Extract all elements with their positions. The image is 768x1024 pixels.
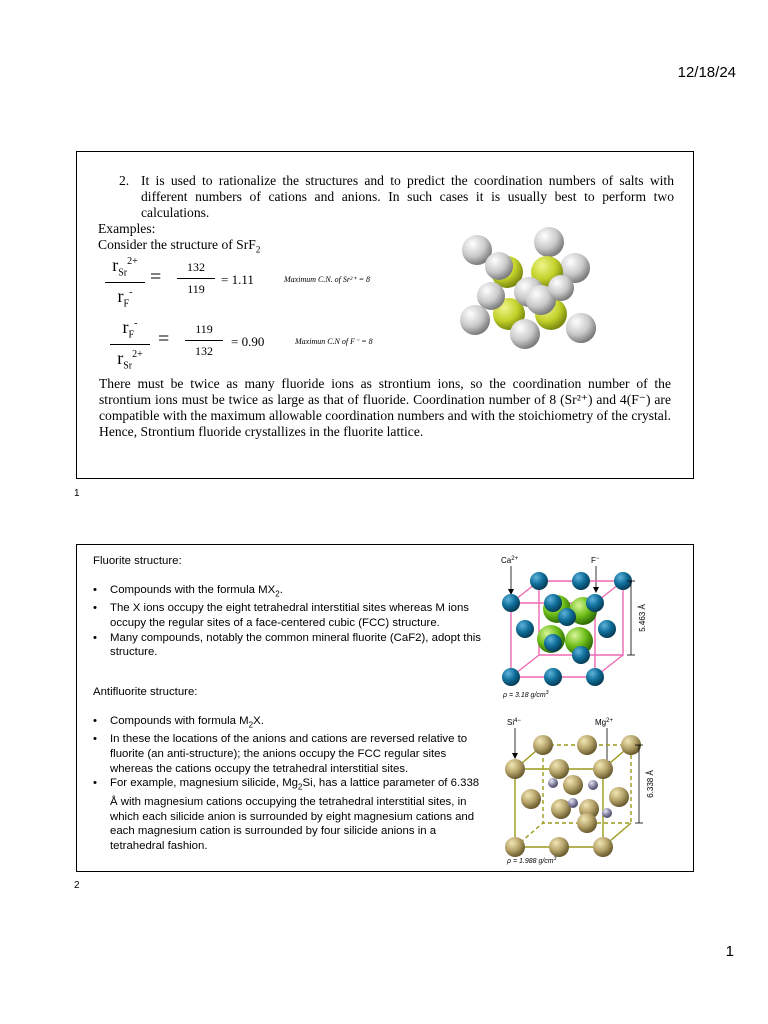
equals-sign: = [158,328,170,350]
list-item: • For example, magnesium silicide, $Mg_2Si$, has a lattice parameter of 6.338 Å with magnesium cations occupying the tetrahedral interstitial sites, in which each silicide anion is surrounded by eight magnesium cations and each magnesium cation is surrounded by four silicide anions in a tetrahedral fashion. [93,776,488,853]
list-item: • In these the locations of the anions and cations are reversed relative to fluorite (an anti-structure); the anions occupy the FCC regular sites whereas the cations occupy the tetrahedral interstitial sites. [93,732,488,776]
density-label: ρ = 1.988 $g/cm^3$ [507,856,557,865]
ratio-result-2: = 0.90 [231,334,265,349]
antifluorite-heading: Antifluorite structure: [93,686,198,698]
slide-2 [76,544,694,872]
list-item: • Compounds with the formula $MX_2$. [93,583,488,602]
consider-text: Consider the structure of SrF$_2$ [98,237,261,255]
lattice-dim-label: 6.338 Å [646,770,655,798]
page-date: 12/18/24 [677,64,736,81]
explanation-paragraph: There must be twice as many fluoride ions as strontium ions, so the coordination number of the strontium ions must be twice as large as that of fluoride. Coordination number of 8 (Sr²⁺) and 4(F⁻) are compatible with the maximum allowable coordination numbers and with the stoichiometry of the crystal. Hence, Strontium fluoride crystallizes in the fluorite lattice. [99,376,671,439]
slide-1 [76,151,694,479]
lattice-dim-label: 5.463 Å [638,604,647,632]
item-number: 2. [119,173,130,188]
value-fraction-2: 119 132 [185,322,223,359]
ratio-result-1: = 1.11 [221,272,254,287]
list-item: • Many compounds, notably the common mineral fluorite (CaF2), adopt this structure. [93,631,488,660]
f-label: F− [591,556,600,565]
fluorite-crystal-figure [499,551,659,699]
examples-label: Examples: [98,221,156,236]
slide-number-1: 1 [74,488,80,499]
ratio-fraction-1: $r_{Sr}^{2+}$ $r_F^-$ [105,255,145,309]
list-item: • Compounds with formula $M_2X$. [93,714,488,733]
ca-label: $Ca^{2+}$ [501,556,519,565]
antifluorite-crystal-figure [503,713,663,865]
item-text: It is used to rationalize the structures and to predict the coordination numbers of salts with different numbers of cations and anions. In such cases it is usually best to perform two calculations. [141,173,674,220]
fluorite-heading: Fluorite structure: [93,555,182,567]
equals-sign: = [150,266,162,288]
fluorite-section [93,554,488,660]
page-number: 1 [725,943,734,960]
value-fraction-1: 132 119 [177,260,215,297]
mg-label: $Mg^{2+}$ [595,718,613,727]
list-item: • The X ions occupy the eight tetrahedral interstitial sites whereas M ions occupy the regular sites of a face-centered cubic (FCC) structure. [93,601,488,630]
max-cn-1: Maximum C.N. of Sr²⁺ = 8 [284,275,371,284]
si-label: $Si^{4-}$ [507,718,521,727]
slide-number-2: 2 [74,880,80,891]
max-cn-2: Maximun C.N of F⁻ = 8 [295,337,373,346]
srf2-crystal-model [449,226,597,358]
density-label: ρ = 3.18 $g/cm^3$ [503,690,549,699]
numbered-item [119,173,674,221]
antifluorite-section [93,685,488,854]
ratio-fraction-2: $r_F^-$ $r_{Sr}^{2+}$ [110,317,150,371]
